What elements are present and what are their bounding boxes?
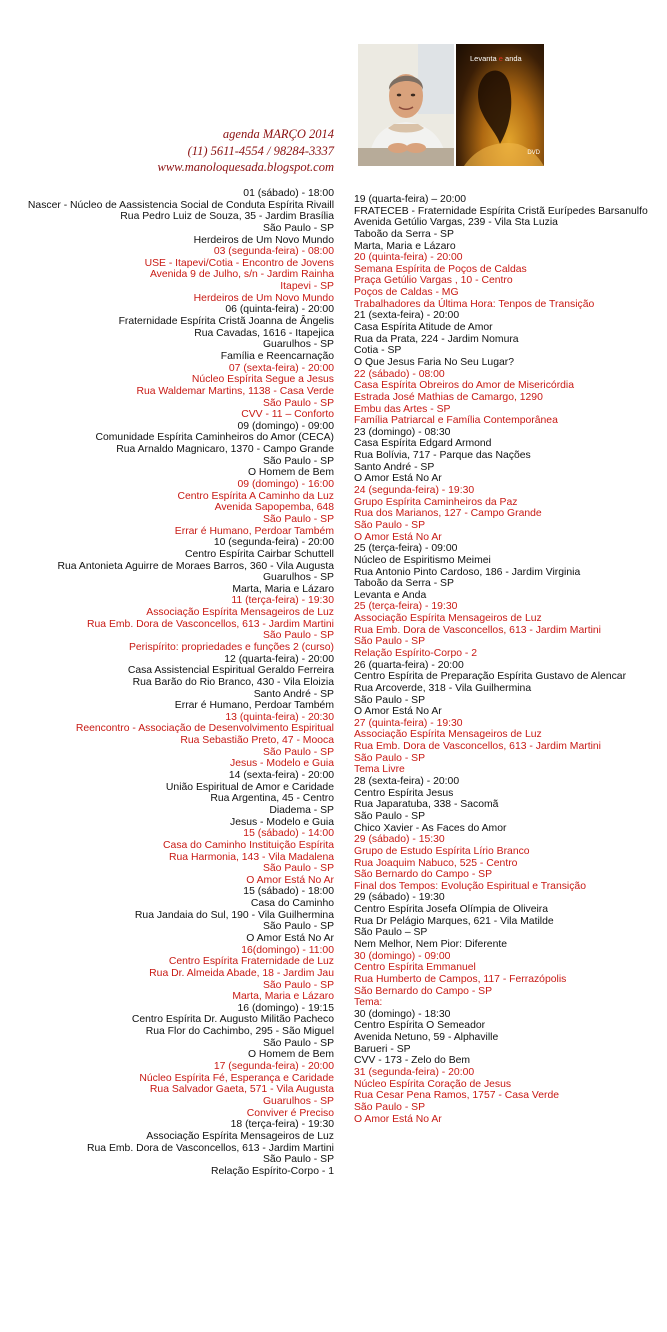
agenda-line: USE - Itapevi/Cotia - Encontro de Jovens <box>144 257 334 269</box>
agenda-line: 23 (domingo) - 08:30 <box>354 426 451 438</box>
agenda-line: Embu das Artes - SP <box>354 403 451 415</box>
agenda-line: 15 (sábado) - 18:00 <box>243 886 334 898</box>
book-cover <box>456 44 544 166</box>
header-photos <box>358 44 544 166</box>
agenda-line: Casa Assistencial Espiritual Geraldo Ferreira <box>127 665 334 677</box>
agenda-line: Rua Japaratuba, 338 - Sacomã <box>354 799 499 811</box>
agenda-line: Avenida Sapopemba, 648 <box>214 502 334 514</box>
agenda-line: Centro Espírita Jesus <box>354 787 454 799</box>
agenda-line: Jesus - Modelo e Guia <box>230 758 334 770</box>
agenda-line: Rua Arnaldo Magnicaro, 1370 - Campo Grande <box>116 444 334 456</box>
agenda-line: Casa Espírita Atitude de Amor <box>354 322 493 334</box>
agenda-line: Semana Espírita de Poços de Caldas <box>354 263 527 275</box>
agenda-line: Trabalhadores da Última Hora: Tenpos de Transição <box>354 298 595 310</box>
agenda-line: 25 (terça-feira) - 09:00 <box>354 543 458 555</box>
book-title: Levanta e anda <box>470 54 522 63</box>
agenda-line: Errar é Humano, Perdoar Também <box>174 700 334 712</box>
agenda-line: 16(domingo) - 11:00 <box>241 944 334 956</box>
agenda-line: Centro Espírita Emmanuel <box>354 962 476 974</box>
agenda-line: Tema Livre <box>354 764 405 776</box>
agenda-line: Marta, Maria e Lázaro <box>354 240 456 252</box>
agenda-line: 17 (segunda-feira) - 20:00 <box>213 1061 334 1073</box>
dvd-label: DVD <box>527 150 540 157</box>
agenda-line: Itapevi - SP <box>280 281 334 293</box>
agenda-line: 21 (sexta-feira) - 20:00 <box>354 310 460 322</box>
agenda-line: São Paulo - SP <box>354 810 426 822</box>
agenda-line: São Paulo - SP <box>262 979 334 991</box>
agenda-line: Núcleo Espírita Fé, Esperança e Caridade <box>139 1072 334 1084</box>
agenda-line: Rua Dr Pelágio Marques, 621 - Vila Matilde <box>354 915 554 927</box>
agenda-line: CVV - 11 – Conforto <box>241 409 334 421</box>
agenda-line: São Paulo - SP <box>262 1154 334 1166</box>
agenda-line: Rua Jandaia do Sul, 190 - Vila Guilhermina <box>134 909 334 921</box>
agenda-line: São Paulo - SP <box>262 397 334 409</box>
agenda-line: 27 (quinta-feira) - 19:30 <box>354 717 463 729</box>
agenda-line: Rua da Prata, 224 - Jardim Nomura <box>354 333 519 345</box>
agenda-line: São Paulo - SP <box>262 455 334 467</box>
agenda-line: 11 (terça-feira) - 19:30 <box>231 595 334 607</box>
agenda-line: Perispírito: propriedades e funções 2 (curso) <box>128 641 334 653</box>
agenda-line: São Paulo - SP <box>262 1037 334 1049</box>
agenda-line: Rua Humberto de Campos, 117 - Ferrazópolis <box>354 973 567 985</box>
agenda-line: Nascer - Núcleo de Aassistencia Social de Conduta Espírita Rivaill <box>27 199 334 211</box>
agenda-line: 31 (segunda-feira) - 20:00 <box>354 1067 475 1079</box>
agenda-line: São Paulo – SP <box>354 927 428 939</box>
agenda-line: São Paulo - SP <box>354 752 426 764</box>
phone-numbers: (11) 5611-4554 / 98284-3337 <box>187 143 334 158</box>
agenda-line: São Paulo - SP <box>262 222 334 234</box>
agenda-line: Rua Dr. Almeida Abade, 18 - Jardim Jau <box>149 967 334 979</box>
agenda-line: Rua Sebastião Preto, 47 - Mooca <box>180 735 334 747</box>
agenda-line: O Homem de Bem <box>247 467 334 479</box>
agenda-line: 25 (terça-feira) - 19:30 <box>354 601 458 613</box>
agenda-line: Avenida Netuno, 59 - Alphaville <box>354 1032 499 1044</box>
agenda-line: Centro Espírita A Caminho da Luz <box>177 490 334 502</box>
agenda-line: Tema: <box>354 997 383 1009</box>
agenda-line: Núcleo Espírita Segue a Jesus <box>191 374 334 386</box>
agenda-line: Rua Joaquim Nabuco, 525 - Centro <box>354 857 518 869</box>
agenda-line: Praça Getúlio Vargas , 10 - Centro <box>354 275 513 287</box>
agenda-line: São Paulo - SP <box>354 694 426 706</box>
agenda-line: Rua Waldemar Martins, 1138 - Casa Verde <box>136 385 334 397</box>
agenda-line: São Paulo - SP <box>262 746 334 758</box>
agenda-line: Rua Emb. Dora de Vasconcellos, 613 - Jardim Martini <box>87 618 334 630</box>
agenda-line: Chico Xavier - As Faces do Amor <box>354 822 507 834</box>
agenda-line: Estrada José Mathias de Camargo, 1290 <box>354 391 543 403</box>
agenda-line: Família e Reencarnação <box>220 350 334 362</box>
agenda-line: O Amor Está No Ar <box>354 531 442 543</box>
agenda-line: Rua Barão do Rio Branco, 430 - Vila Eloizia <box>132 676 334 688</box>
agenda-line: Relação Espírito-Corpo - 1 <box>210 1165 334 1177</box>
agenda-line: Jesus - Modelo e Guia <box>230 816 334 828</box>
agenda-line: Rua Emb. Dora de Vasconcellos, 613 - Jardim Martini <box>87 1142 334 1154</box>
agenda-line: Associação Espírita Mensageiros de Luz <box>354 613 542 625</box>
agenda-line: 10 (segunda-feira) - 20:00 <box>213 537 334 549</box>
agenda-line: Rua Arcoverde, 318 - Vila Guilhermina <box>354 682 532 694</box>
agenda-line: Marta, Maria e Lázaro <box>232 991 334 1003</box>
agenda-line: 03 (segunda-feira) - 08:00 <box>213 246 334 258</box>
agenda-line: Centro Espírita de Preparação Espírita Gustavo de Alencar <box>354 671 627 683</box>
agenda-line: Rua Pedro Luiz de Souza, 35 - Jardim Brasília <box>120 211 334 223</box>
agenda-line: Centro Espírita Dr. Augusto Militão Pacheco <box>131 1014 334 1026</box>
agenda-line: São Paulo - SP <box>354 636 426 648</box>
agenda-line: 29 (sábado) - 19:30 <box>354 892 445 904</box>
agenda-line: Nem Melhor, Nem Pior: Diferente <box>354 939 508 950</box>
agenda-line: Rua Antonieta Aguirre de Moraes Barros, 360 - Vila Augusta <box>57 560 334 572</box>
agenda-line: Final dos Tempos: Evolução Espiritual e Transição <box>354 880 586 892</box>
agenda-line: 28 (sexta-feira) - 20:00 <box>354 776 460 788</box>
agenda-line: Relação Espírito-Corpo - 2 <box>354 647 478 659</box>
agenda-line: Poços de Caldas - MG <box>354 287 459 299</box>
agenda-line: Grupo de Estudo Espírita Lírio Branco <box>354 845 530 857</box>
agenda-line: União Espiritual de Amor e Caridade <box>165 781 334 793</box>
agenda-line: 30 (domingo) - 09:00 <box>354 950 451 962</box>
agenda-line: 12 (quarta-feira) - 20:00 <box>224 653 334 665</box>
agenda-line: Rua Flor do Cachimbo, 295 - São Miguel <box>145 1026 334 1038</box>
speaker-photo <box>358 44 454 166</box>
agenda-line: Diadema - SP <box>269 804 334 816</box>
agenda-line: Guarulhos - SP <box>262 339 334 351</box>
agenda-line: O Amor Está No Ar <box>246 874 334 886</box>
agenda-line: 30 (domingo) - 18:30 <box>354 1008 451 1020</box>
agenda-line: Avenida Getúlio Vargas, 239 - Vila Sta Luzia <box>354 217 558 229</box>
agenda-line: 22 (sábado) - 08:00 <box>354 368 445 380</box>
agenda-line: 15 (sábado) - 14:00 <box>243 828 334 840</box>
agenda-line: Grupo Espírita Caminheiros da Paz <box>354 496 518 508</box>
agenda-line: Rua Harmonia, 143 - Vila Madalena <box>169 851 334 863</box>
agenda-line: 18 (terça-feira) - 19:30 <box>230 1119 334 1131</box>
agenda-line: CVV - 173 - Zelo do Bem <box>354 1055 471 1067</box>
agenda-line: Rua Argentina, 45 - Centro <box>210 793 334 805</box>
agenda-line: 24 (segunda-feira) - 19:30 <box>354 485 475 497</box>
agenda-line: Rua Cesar Pena Ramos, 1757 - Casa Verde <box>354 1090 560 1102</box>
agenda-line: O Amor Está No Ar <box>354 473 442 485</box>
agenda-line: Rua dos Marianos, 127 - Campo Grande <box>354 508 542 520</box>
agenda-line: Guarulhos - SP <box>262 1095 334 1107</box>
agenda-line: Taboão da Serra - SP <box>354 228 454 240</box>
agenda-line: Núcleo de Espiritismo Meimei <box>354 554 491 566</box>
agenda-line: Avenida 9 de Julho, s/n - Jardim Rainha <box>149 269 334 281</box>
agenda-line: 09 (domingo) - 09:00 <box>237 420 334 432</box>
agenda-line: Associação Espírita Mensageiros de Luz <box>146 1130 334 1142</box>
agenda-line: São Bernardo do Campo - SP <box>354 985 493 997</box>
agenda-line: Taboão da Serra - SP <box>354 578 454 590</box>
agenda-line: 13 (quinta-feira) - 20:30 <box>225 711 334 723</box>
agenda-line: O Amor Está No Ar <box>246 933 334 944</box>
agenda-line: 06 (quinta-feira) - 20:00 <box>225 304 334 316</box>
agenda-line: Associação Espírita Mensageiros de Luz <box>146 607 334 619</box>
agenda-line: Cotia - SP <box>354 345 402 357</box>
agenda-line: Santo André - SP <box>253 688 334 700</box>
agenda-line: Rua Emb. Dora de Vasconcellos, 613 - Jardim Martini <box>354 741 601 753</box>
agenda-line: Casa Espírita Obreiros do Amor de Misericórdia <box>354 380 575 392</box>
agenda-line: Levanta e Anda <box>354 589 427 601</box>
agenda-line: O Homem de Bem <box>247 1049 334 1061</box>
agenda-line: Centro Espírita O Semeador <box>354 1020 486 1032</box>
agenda-line: O Que Jesus Faria No Seu Lugar? <box>354 356 514 368</box>
agenda-header <box>0 126 334 176</box>
agenda-line: São Paulo - SP <box>354 519 426 531</box>
agenda-line: 20 (quinta-feira) - 20:00 <box>354 252 463 264</box>
agenda-line: 29 (sábado) - 15:30 <box>354 834 445 846</box>
agenda-line: São Paulo - SP <box>262 513 334 525</box>
agenda-line: São Bernardo do Campo - SP <box>354 869 493 881</box>
agenda-line: Rua Emb. Dora de Vasconcellos, 613 - Jardim Martini <box>354 624 601 636</box>
agenda-line: O Amor Está No Ar <box>354 1113 442 1125</box>
agenda-line: São Paulo - SP <box>262 630 334 642</box>
agenda-line: São Paulo - SP <box>354 1101 426 1113</box>
agenda-line: Guarulhos - SP <box>262 572 334 584</box>
agenda-line: 09 (domingo) - 16:00 <box>237 479 334 491</box>
agenda-line: Santo André - SP <box>354 461 435 473</box>
agenda-line: 26 (quarta-feira) - 20:00 <box>354 659 464 671</box>
agenda-column-left <box>0 188 334 1177</box>
agenda-line: Marta, Maria e Lázaro <box>232 583 334 595</box>
agenda-line: Herdeiros de Um Novo Mundo <box>193 234 334 246</box>
agenda-line: 16 (domingo) - 19:15 <box>237 1002 334 1014</box>
agenda-line: Fraternidade Espírita Cristã Joanna de Ângelis <box>118 316 334 328</box>
agenda-column-right <box>354 194 664 1125</box>
agenda-line: Rua Antonio Pinto Cardoso, 186 - Jardim Virginia <box>354 566 581 578</box>
agenda-line: O Amor Está No Ar <box>354 706 442 718</box>
agenda-line: Centro Espírita Josefa Olímpia de Oliveira <box>354 904 549 916</box>
agenda-title: agenda MARÇO 2014 <box>222 127 334 141</box>
agenda-line: São Paulo - SP <box>262 921 334 933</box>
agenda-line: Casa do Caminho <box>250 898 334 910</box>
agenda-line: Barueri - SP <box>354 1043 411 1055</box>
agenda-line: 19 (quarta-feira) – 20:00 <box>354 194 467 205</box>
agenda-line: Conviver é Preciso <box>246 1107 334 1119</box>
agenda-line: Família Patriarcal e Família Contemporânea <box>354 415 558 427</box>
agenda-line: Comunidade Espírita Caminheiros do Amor (CECA) <box>95 432 334 444</box>
agenda-line: Rua Cavadas, 1616 - Itapejica <box>194 327 334 339</box>
blog-link[interactable]: www.manoloquesada.blogspot.com <box>157 160 334 174</box>
agenda-line: Associação Espírita Mensageiros de Luz <box>354 729 542 741</box>
agenda-line: FRATECEB - Fraternidade Espírita Cristã Eurípedes Barsanulfo <box>354 205 648 217</box>
agenda-line: Núcleo Espírita Coração de Jesus <box>354 1078 512 1090</box>
agenda-line: Errar é Humano, Perdoar Também <box>174 525 334 537</box>
agenda-line: Rua Salvador Gaeta, 571 - Vila Augusta <box>149 1084 334 1096</box>
agenda-line: Casa Espírita Edgard Armond <box>354 438 492 450</box>
agenda-line: Centro Espírita Cairbar Schuttell <box>185 548 334 560</box>
agenda-line: 07 (sexta-feira) - 20:00 <box>228 362 334 374</box>
agenda-line: Rua Bolívia, 717 - Parque das Nações <box>354 450 531 462</box>
agenda-line: 01 (sábado) - 18:00 <box>243 188 334 199</box>
agenda-line: 14 (sexta-feira) - 20:00 <box>228 770 334 782</box>
agenda-line: Herdeiros de Um Novo Mundo <box>193 292 334 304</box>
agenda-line: Centro Espírita Fraternidade de Luz <box>168 956 334 968</box>
agenda-line: Casa do Caminho Instituição Espírita <box>163 839 334 851</box>
speaker-photo-art <box>358 44 454 166</box>
agenda-line: Reencontro - Associação de Desenvolvimento Espiritual <box>75 723 334 735</box>
agenda-line: São Paulo - SP <box>262 863 334 875</box>
